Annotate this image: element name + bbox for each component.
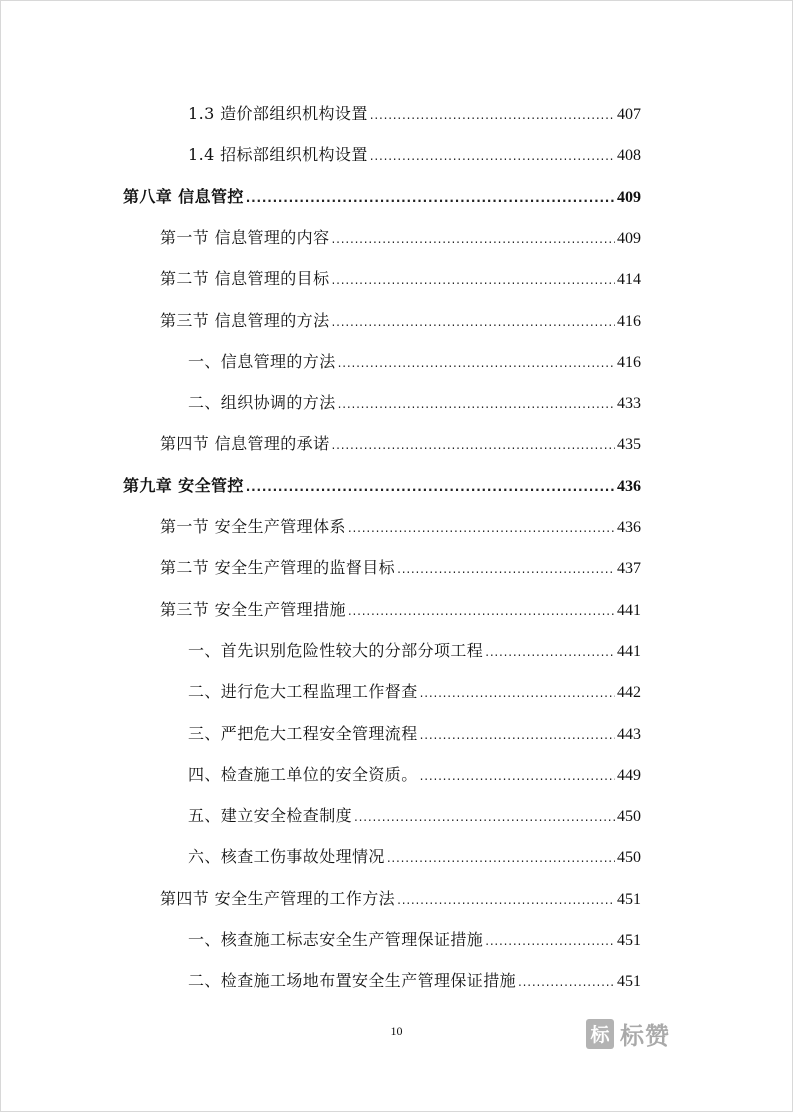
toc-entry[interactable] [123,184,641,206]
toc-entry-page: 451 [617,890,641,908]
toc-entry[interactable] [188,679,641,701]
toc-entry[interactable] [160,225,641,247]
toc-leader-dots [485,645,615,659]
toc-entry-page: 408 [617,147,641,165]
toc-leader-dots [370,149,615,163]
toc-leader-dots [420,686,615,700]
toc-entry[interactable] [188,968,641,990]
watermark-text: 标赞 [620,1022,670,1050]
toc-entry-page: 407 [617,106,641,123]
toc-entry-page: 409 [617,229,641,247]
toc-entry[interactable] [123,473,641,495]
toc-leader-dots [370,108,615,122]
toc-entry-label: 六、核查工伤事故处理情况 [188,847,385,867]
toc-leader-dots [332,273,616,287]
toc-entry-page: 433 [617,395,641,413]
toc-entry[interactable] [188,762,641,784]
toc-entry-page: 443 [617,725,641,743]
toc-entry-label: 二、检查施工场地布置安全生产管理保证措施 [188,971,517,991]
toc-entry[interactable] [188,101,641,123]
toc-entry-label: 第九章 安全管控 [123,475,244,495]
toc-entry-page: 436 [617,477,641,495]
toc-entry-label: 第一节 信息管理的内容 [160,227,330,247]
toc-entry-label: 第四节 安全生产管理的工作方法 [160,888,396,908]
toc-leader-dots [338,356,615,370]
toc-entry-label: 第三节 信息管理的方法 [160,310,330,330]
toc-entry-page: 414 [617,271,641,289]
toc-entry[interactable] [160,555,641,577]
toc-entry-page: 450 [617,808,641,826]
toc-leader-dots [332,232,616,246]
toc-entry-label: 一、首先识别危险性较大的分部分项工程 [188,640,484,660]
toc-leader-dots [332,438,616,452]
toc-entry[interactable] [160,308,641,330]
toc-entry-label: 第四节 信息管理的承诺 [160,434,330,454]
toc-entry-page: 451 [617,973,641,991]
toc-entry-label: 1.3 造价部组织机构设置 [188,104,368,123]
toc-entry-label: 四、检查施工单位的安全资质。 [188,764,418,784]
watermark [586,1016,670,1051]
toc-entry-page: 416 [617,312,641,330]
toc-leader-dots [246,191,615,205]
toc-entry-label: 第二节 信息管理的目标 [160,269,330,289]
toc-entry-page: 449 [617,766,641,784]
toc-entry[interactable] [188,142,641,164]
toc-leader-dots [348,521,615,535]
toc-entry-page: 409 [617,188,641,206]
toc-entry-page: 441 [617,642,641,660]
toc-leader-dots [420,728,615,742]
toc-entry-label: 五、建立安全检查制度 [188,806,353,826]
toc-entry-label: 第八章 信息管控 [123,186,244,206]
toc-entry-page: 450 [617,849,641,867]
page-number: 10 [390,1024,403,1038]
toc-entry[interactable] [188,721,641,743]
toc-entry-page: 435 [617,436,641,454]
toc-leader-dots [518,975,615,989]
toc-entry-page: 416 [617,353,641,371]
toc-entry[interactable] [188,803,641,825]
toc-entry-label: 二、进行危大工程监理工作督查 [188,682,418,702]
toc-entry[interactable] [160,514,641,536]
toc-entry-label: 1.4 招标部组织机构设置 [188,145,368,165]
toc-leader-dots [354,810,615,824]
toc-entry-label: 一、信息管理的方法 [188,351,336,371]
toc-entry-page: 442 [617,684,641,702]
toc-entry[interactable] [160,431,641,453]
toc-entry[interactable] [160,597,641,619]
toc-leader-dots [332,315,616,329]
toc-entry[interactable] [188,390,641,412]
toc-entry[interactable] [188,844,641,866]
toc-leader-dots [420,769,615,783]
toc-entry[interactable] [188,349,641,371]
toc-leader-dots [348,604,615,618]
toc-leader-dots [387,851,615,865]
toc-entry[interactable] [160,266,641,288]
toc-entry-page: 436 [617,519,641,536]
toc-entry-label: 三、严把危大工程安全管理流程 [188,723,418,743]
toc-entry-page: 451 [617,932,641,949]
toc-leader-dots [397,893,615,907]
toc-entry-label: 第二节 安全生产管理的监督目标 [160,558,396,578]
toc-entry-page: 441 [617,601,641,619]
toc-entry-page: 437 [617,560,641,578]
toc-entry[interactable] [188,638,641,660]
toc-leader-dots [338,397,615,411]
toc-entry-label: 一、核查施工标志安全生产管理保证措施 [188,930,484,949]
toc-leader-dots [397,562,615,576]
toc-entry-label: 第一节 安全生产管理体系 [160,517,346,536]
toc-entry[interactable] [188,927,641,949]
toc-entry-label: 第三节 安全生产管理措施 [160,599,346,619]
toc-entry[interactable] [160,886,641,908]
toc-leader-dots [246,480,615,494]
toc-entry-label: 二、组织协调的方法 [188,393,336,413]
watermark-logo-icon: 标 [586,1019,614,1049]
toc-leader-dots [485,934,615,948]
